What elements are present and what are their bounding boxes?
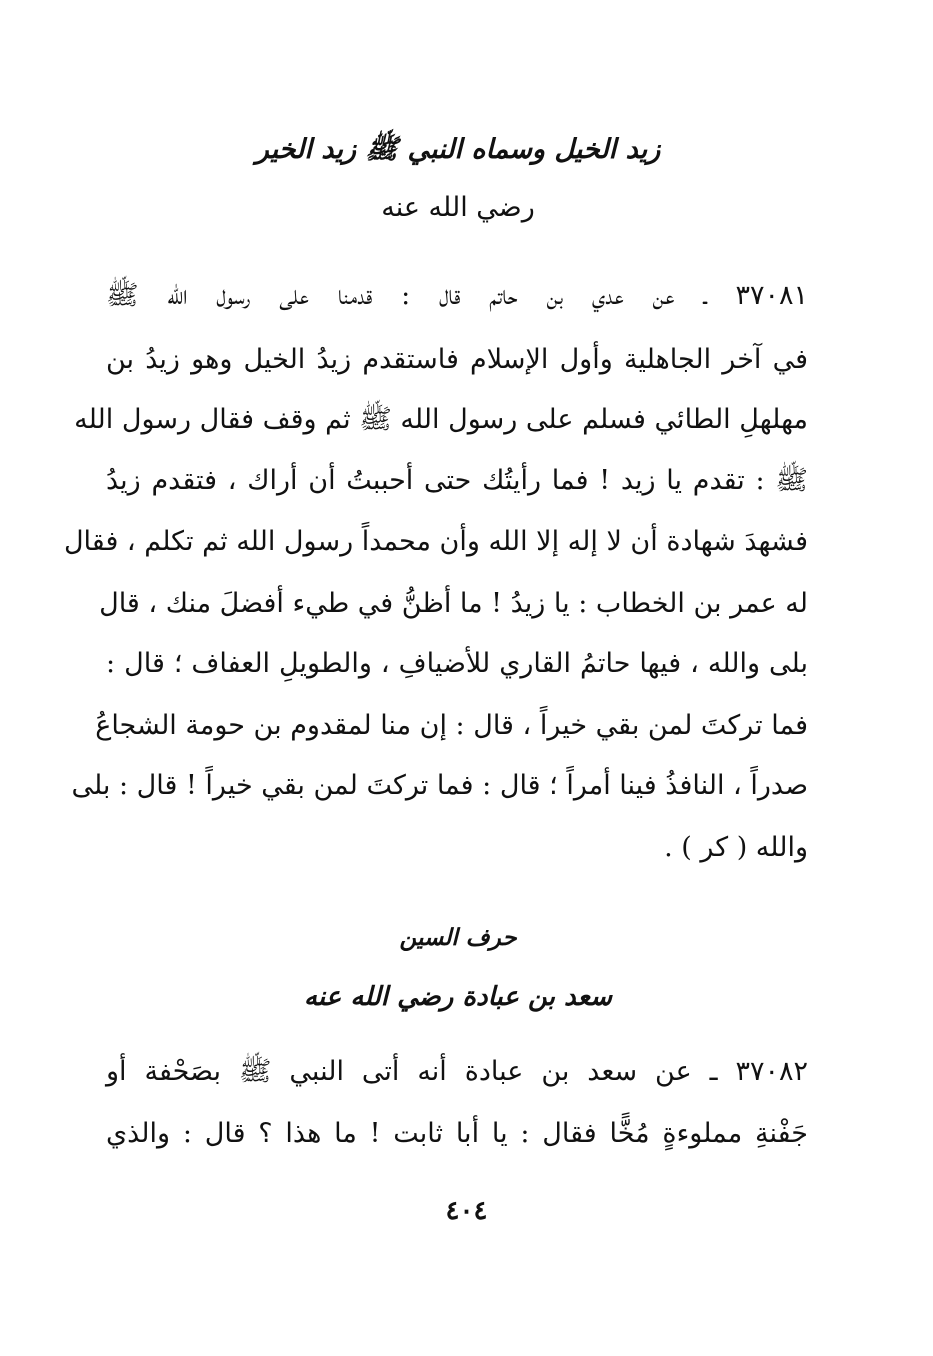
section-title-saad: سعد بن عبادة رضي الله عنه (303, 982, 613, 1012)
text-line: في آخر الجاهلية وأول الإسلام فاستقدم زيدُ الخيل وهو زيدُ بن (106, 344, 808, 375)
text-line: فشهدَ شهادة أن لا إله إلا الله وأن محمداً رسول الله ثم تكلم ، فقال (63, 526, 808, 557)
page-number: ٤٠٤ (445, 1196, 488, 1226)
text-line: جَفْنةِ مملوءةٍ مُخًّا فقال : يا أبا ثابت ! ما هذا ؟ قال : والذي (106, 1118, 808, 1149)
text-line: ٣٧٠٨١ ـ عن عدي بن حاتم قال : قدمنا على رسول الله ﷺ (106, 280, 808, 311)
section-title-zaid: زيد الخيل وسماه النبي ﷺ زيد الخير (255, 134, 661, 165)
section-subtitle-zaid: رضي الله عنه (381, 192, 535, 223)
text-line: ٣٧٠٨٢ ـ عن سعد بن عبادة أنه أتى النبي ﷺ بصَحْفة أو (106, 1056, 808, 1087)
text-line: والله ( كر ) . (664, 832, 808, 863)
text-line: ﷺ : تقدم يا زيد ! فما رأيتُك حتى أحببتُ أن أراك ، فتقدم زيدُ (106, 465, 808, 496)
text-line: بلى والله ، فيها حاتمُ القاري للأضيافِ ، والطويلِ العفاف ؛ قال : (106, 648, 808, 679)
text-line: مهلهلِ الطائي فسلم على رسول الله ﷺ ثم وقف فقال رسول الله (74, 404, 808, 435)
text-line: فما تركتَ لمن بقي خيراً ، قال : إن منا لمقدوم بن حومة الشجاعُ (95, 710, 808, 741)
chapter-heading-seen: حرف السين (399, 924, 517, 951)
text-line: له عمر بن الخطاب : يا زيدُ ! ما أظنُّ في طيء أفضلَ منك ، قال (99, 588, 808, 619)
text-line: صدراً ، النافذُ فينا أمراً ؛ قال : فما تركتَ لمن بقي خيراً ! قال : بلى (71, 770, 808, 801)
